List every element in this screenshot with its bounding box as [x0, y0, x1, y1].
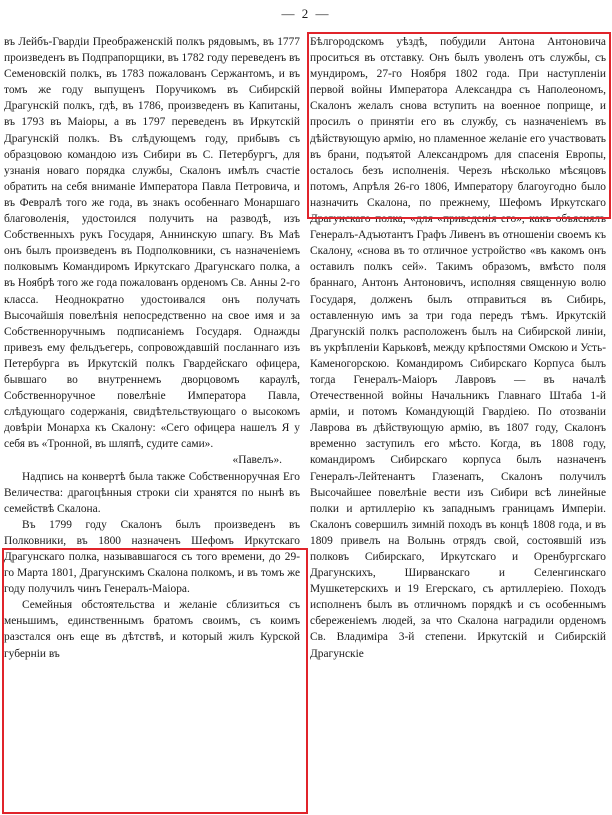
- left-paragraph-2: Надпись на конвертѣ была также Собственноручная Его Величества: драгоцѣнныя строки сіи хранятся по нынѣ въ семействѣ Скалона.: [4, 470, 300, 515]
- left-paragraph-1: въ Лейбъ-Гвардіи Преображенскій полкъ рядовымъ, въ 1777 произведенъ въ Подпрапорщики, въ 1782 году переведенъ въ Семеновскій полкъ, въ 1783 пожалованъ Сержантомъ, и въ томъ же году выпущенъ Поручикомъ въ Сибирскій Драгунскій полкъ, гдѣ, въ 1786, произведенъ въ Капитаны, въ 1793 въ Маіоры, а въ 1797 переведенъ въ Иркутскій Драгунскій полкъ. Въ слѣдующемъ году, прибывъ съ образцовою командою изъ Сибири въ С. Петербургъ, для узнанія новаго порядка службы, Скалонъ имѣлъ счастіе обратить на себя вниманіе Императора Павла Петровича, и въ Февралѣ того же года, въ знакъ особеннаго Монаршаго благоволенія, удостоился получить на разводѣ, изъ Собственныхъ рукъ Государя, Аннинскую шпагу. Въ Маѣ онъ былъ произведенъ въ Подполковники, съ назначеніемъ полковымъ Командиромъ Иркутскаго Драгунскаго полка, а въ Ноябрѣ того же года пожалованъ орденомъ Св. Анны 2-го класса. Неоднократно удостоивался онъ получать Высочайшія повелѣнія непосредственно на свое имя и за Собственноручнымъ подписаніемъ Государя. Однажды привезъ ему фельдъегерь, сопровождавшій посланнаго изъ Петербурга въ Иркутскій полкъ Гвардейскаго офицера, бывшаго во внутреннемъ дворцовомъ караулѣ, Собственноручное повелѣніе Императора Павла, слѣдующаго содержанія, свидѣтельствующаго о высокомъ довѣріи Монарха къ Скалону: «Сего офицера нашелъ Я у себя въ «Тронной, въ шляпѣ, судите сами».: [4, 36, 300, 451]
- page-number: — 2 —: [281, 6, 331, 21]
- left-column: [4, 34, 300, 814]
- right-column: [310, 34, 606, 814]
- right-paragraph-1: Бѣлгородскомъ уѣздѣ, побудили Антона Антоновича проситься въ отставку. Онъ былъ уволенъ отъ службы, съ мундиромъ, 27-го Ноября 1802 года. При наступленіи первой войны Императора Александра съ Наполеономъ, Скалонъ желалъ снова вступить на военное поприще, и просилъ о принятіи его въ службу, съ назначеніемъ въ дѣйствующую армію, но пламенное желаніе его участвовать въ брани, подъятой Александромъ для спасенія Европы, осталось безъ исполненія. Черезъ нѣсколько мѣсяцовъ потомъ, Апрѣля 26-го 1806, Императору благоугодно было назначить Скалона, по прежнему, Шефомъ Иркутскаго Драгунскаго полка, «для «приведенія его», какъ объяснялъ Генералъ-Адъютантъ Графъ Ливенъ въ отношеніи своемъ къ Скалону, «снова въ то отличное устройство «въ какомъ онъ оставилъ полкъ сей». Такимъ образомъ, вмѣсто поля браннаго, Антонъ Антоновичъ, исполняя священную волю Государя, долженъ былъ отправиться въ Сибирь, оставленную имъ за три года передъ тѣмъ. Иркутскій Драгунскій полкъ расположенъ былъ на Сибирской линіи, въ укрѣпленіи Карьковѣ, между крѣпостями Омскою и Усть-Каменогорскою. Командиромъ Сибирскаго Корпуса былъ тогда Генералъ-Маіоръ Лавровъ — въ началѣ Отечественной войны Начальникъ Главнаго Штаба 1-й арміи, и потомъ Командующій Гвардіею. По отозваніи Лаврова въ дѣйствующую армію, въ 1807 году, Скалонъ временно заступилъ его мѣсто. Когда, въ 1808 году, командиромъ Сибирскаго корпуса былъ назначенъ Генералъ-Лейтенантъ Глазенапъ, Скалонъ получилъ Высочайшее повелѣніе вести изъ Сибири всѣ линейные полки и артиллерію къ западнымъ границамъ Имперіи. Скалонъ совершилъ зимній походъ въ концѣ 1808 года, и въ 1809 привелъ на Волынь отрядъ свой, состоявшій изъ полковъ Сибирскаго, Иркутскаго и Оренбургскаго Драгунскихъ, Ширванскаго и Селенгинскаго Мушкетерскихъ и 19 Егерскаго, съ артиллеріею. Походъ исполненъ былъ въ отличномъ порядкѣ и съ особеннымъ сбереженіемъ людей, за что Скалона наградили орденомъ Св. Владиміра 3-й степени. Иркутскій и Сибирскій Драгунскіе: [310, 36, 606, 660]
- signature-pavel: «Павелъ».: [232, 454, 282, 467]
- left-paragraph-4: Семейныя обстоятельства и желаніе сблизиться съ меньшимъ, единственнымъ братомъ своимъ, съ коимъ разстался онъ еще въ дѣтствѣ, и который жилъ Курской губерніи въ: [4, 599, 300, 660]
- left-paragraph-3: Въ 1799 году Скалонъ былъ произведенъ въ Полковники, въ 1800 назначенъ Шефомъ Иркутскаго Драгунскаго полка, называвшагося съ того времени, до 29-го Марта 1801, Драгунскимъ Скалона полкомъ, и въ томъ же году получилъ чинъ Генералъ-Маіора.: [4, 518, 300, 596]
